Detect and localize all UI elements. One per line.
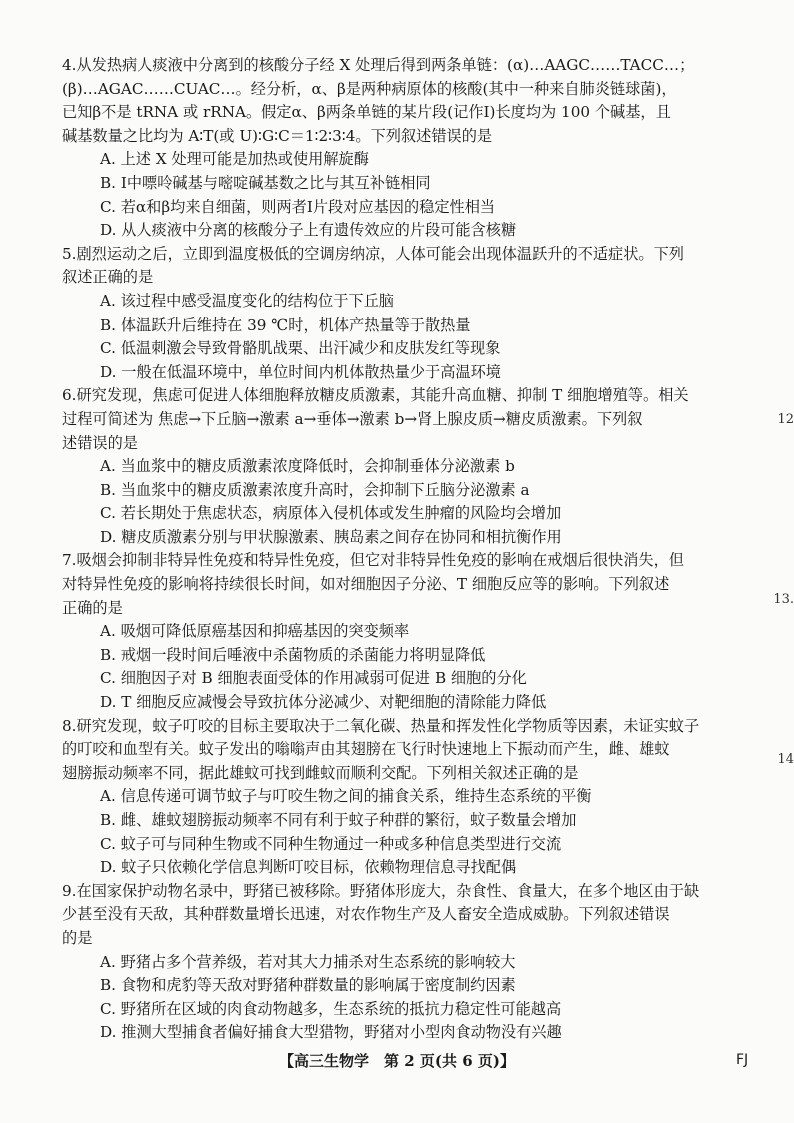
question-list bbox=[62, 54, 730, 1045]
option-c: C. 细胞因子对 B 细胞表面受体的作用减弱可促进 B 细胞的分化 bbox=[100, 669, 527, 688]
page-footer: 【高三生物学 第 2 页(共 6 页)】 bbox=[279, 1052, 515, 1070]
option-a: A. 上述 X 处理可能是加热或使用解旋酶 bbox=[100, 150, 369, 169]
question-5 bbox=[62, 243, 730, 385]
question-7 bbox=[62, 549, 730, 714]
question-stem-line: 正确的是 bbox=[62, 598, 123, 617]
option-c: C. 若长期处于焦虑状态，病原体入侵机体或发生肿瘤的风险均会增加 bbox=[100, 504, 562, 523]
question-stem-line: 翅膀振动频率不同，据此雄蚊可找到雌蚊而顺利交配。下列相关叙述正确的是 bbox=[62, 763, 579, 782]
option-c: C. 野猪所在区域的肉食动物越多，生态系统的抵抗力稳定性可能越高 bbox=[100, 999, 562, 1018]
option-a: A. 当血浆中的糖皮质激素浓度降低时，会抑制垂体分泌激素 b bbox=[100, 457, 515, 476]
question-stem-line: 叙述正确的是 bbox=[62, 268, 154, 287]
question-stem-line: (β)…AGAC……CUAC…。经分析，α、β是两种病原体的核酸(其中一种来自肺炎链球菌)， bbox=[62, 79, 677, 98]
option-d: D. 推测大型捕食者偏好捕食大型猎物，野猪对小型肉食动物没有兴趣 bbox=[100, 1023, 562, 1042]
option-b: B. 戒烟一段时间后唾液中杀菌物质的杀菌能力将明显降低 bbox=[100, 645, 486, 664]
option-b: B. 食物和虎豹等天敌对野猪种群数量的影响属于密度制约因素 bbox=[100, 976, 516, 995]
option-d: D. 蚊子只依赖化学信息判断叮咬目标，依赖物理信息寻找配偶 bbox=[100, 858, 517, 877]
question-stem-line: 9.在国家保护动物名录中，野猪已被移除。野猪体形庞大，杂食性、食量大，在多个地区由于缺 bbox=[62, 881, 700, 900]
question-stem-line: 的叮咬和血型有关。蚊子发出的嗡嗡声由其翅膀在飞行时快速地上下振动而产生，雌、雄蚊 bbox=[62, 740, 670, 759]
question-stem-line: 对特异性免疫的影响将持续很长时间，如对细胞因子分泌、T 细胞反应等的影响。下列叙述 bbox=[62, 575, 670, 594]
option-b: B. 当血浆中的糖皮质激素浓度升高时，会抑制下丘脑分泌激素 a bbox=[100, 480, 530, 499]
question-stem-line: 已知β不是 tRNA 或 rRNA。假定α、β两条单链的某片段(记作Ⅰ)长度均为 100 个碱基，且 bbox=[62, 103, 671, 122]
question-6 bbox=[62, 384, 730, 549]
question-8 bbox=[62, 715, 730, 880]
option-a: A. 野猪占多个营养级，若对其大力捕杀对生态系统的影响较大 bbox=[100, 952, 516, 971]
footer-code: FJ bbox=[736, 1052, 749, 1068]
option-c: C. 低温刺激会导致骨骼肌战栗、出汗减少和皮肤发红等现象 bbox=[100, 339, 501, 358]
question-stem-line: 5.剧烈运动之后，立即到温度极低的空调房纳凉，人体可能会出现体温跃升的不适症状。下列 bbox=[62, 244, 684, 263]
option-d: D. T 细胞反应减慢会导致抗体分泌减少、对靶细胞的清除能力降低 bbox=[100, 693, 547, 712]
question-stem-line: 的是 bbox=[62, 928, 93, 947]
option-d: D. 一般在低温环境中，单位时间内机体散热量少于高温环境 bbox=[100, 362, 501, 381]
option-c: C. 若α和β均来自细菌，则两者Ⅰ片段对应基因的稳定性相当 bbox=[100, 197, 496, 216]
question-4 bbox=[62, 54, 730, 243]
question-stem-line: 8.研究发现，蚊子叮咬的目标主要取决于二氧化碳、热量和挥发性化学物质等因素，未证实蚊子 bbox=[62, 716, 700, 735]
option-a: A. 该过程中感受温度变化的结构位于下丘脑 bbox=[100, 291, 394, 310]
question-stem-line: 过程可简述为 焦虑→下丘脑→激素 a→垂体→激素 b→肾上腺皮质→糖皮质激素。下列叙 bbox=[62, 409, 643, 428]
question-stem-line: 少甚至没有天敌，其种群数量增长迅速，对农作物生产及人畜安全造成威胁。下列叙述错误 bbox=[62, 905, 670, 924]
question-stem-line: 述错误的是 bbox=[62, 433, 138, 452]
margin-question-number: 14 bbox=[777, 752, 794, 767]
option-d: D. 从人痰液中分离的核酸分子上有遗传效应的片段可能含核糖 bbox=[100, 221, 517, 240]
margin-question-number: 12 bbox=[777, 412, 794, 427]
question-stem-line: 碱基数量之比均为 A∶T(或 U)∶G∶C＝1∶2∶3∶4。下列叙述错误的是 bbox=[62, 126, 493, 145]
option-d: D. 糖皮质激素分别与甲状腺激素、胰岛素之间存在协同和相抗衡作用 bbox=[100, 527, 562, 546]
question-stem-line: 6.研究发现，焦虑可促进人体细胞释放糖皮质激素，其能升高血糖、抑制 T 细胞增殖等。相关 bbox=[62, 386, 689, 405]
option-a: A. 信息传递可调节蚊子与叮咬生物之间的捕食关系，维持生态系统的平衡 bbox=[100, 787, 592, 806]
option-b: B. 雌、雄蚊翅膀振动频率不同有利于蚊子种群的繁衍，蚊子数量会增加 bbox=[100, 811, 577, 829]
question-stem-line: 7.吸烟会抑制非特异性免疫和特异性免疫，但它对非特异性免疫的影响在戒烟后很快消失，但 bbox=[62, 551, 684, 570]
option-c: C. 蚊子可与同种生物或不同种生物通过一种或多种信息类型进行交流 bbox=[100, 834, 562, 853]
option-b: B. Ⅰ中嘌呤碱基与嘧啶碱基数之比与其互补链相同 bbox=[100, 173, 431, 192]
question-9 bbox=[62, 880, 730, 1045]
question-stem-line: 4.从发热病人痰液中分离到的核酸分子经 X 处理后得到两条单链：(α)…AAGC……TACC…； bbox=[62, 56, 695, 74]
margin-question-number: 13. bbox=[773, 592, 794, 607]
option-a: A. 吸烟可降低原癌基因和抑癌基因的突变频率 bbox=[100, 622, 410, 641]
option-b: B. 体温跃升后维持在 39 ℃时，机体产热量等于散热量 bbox=[100, 315, 471, 334]
